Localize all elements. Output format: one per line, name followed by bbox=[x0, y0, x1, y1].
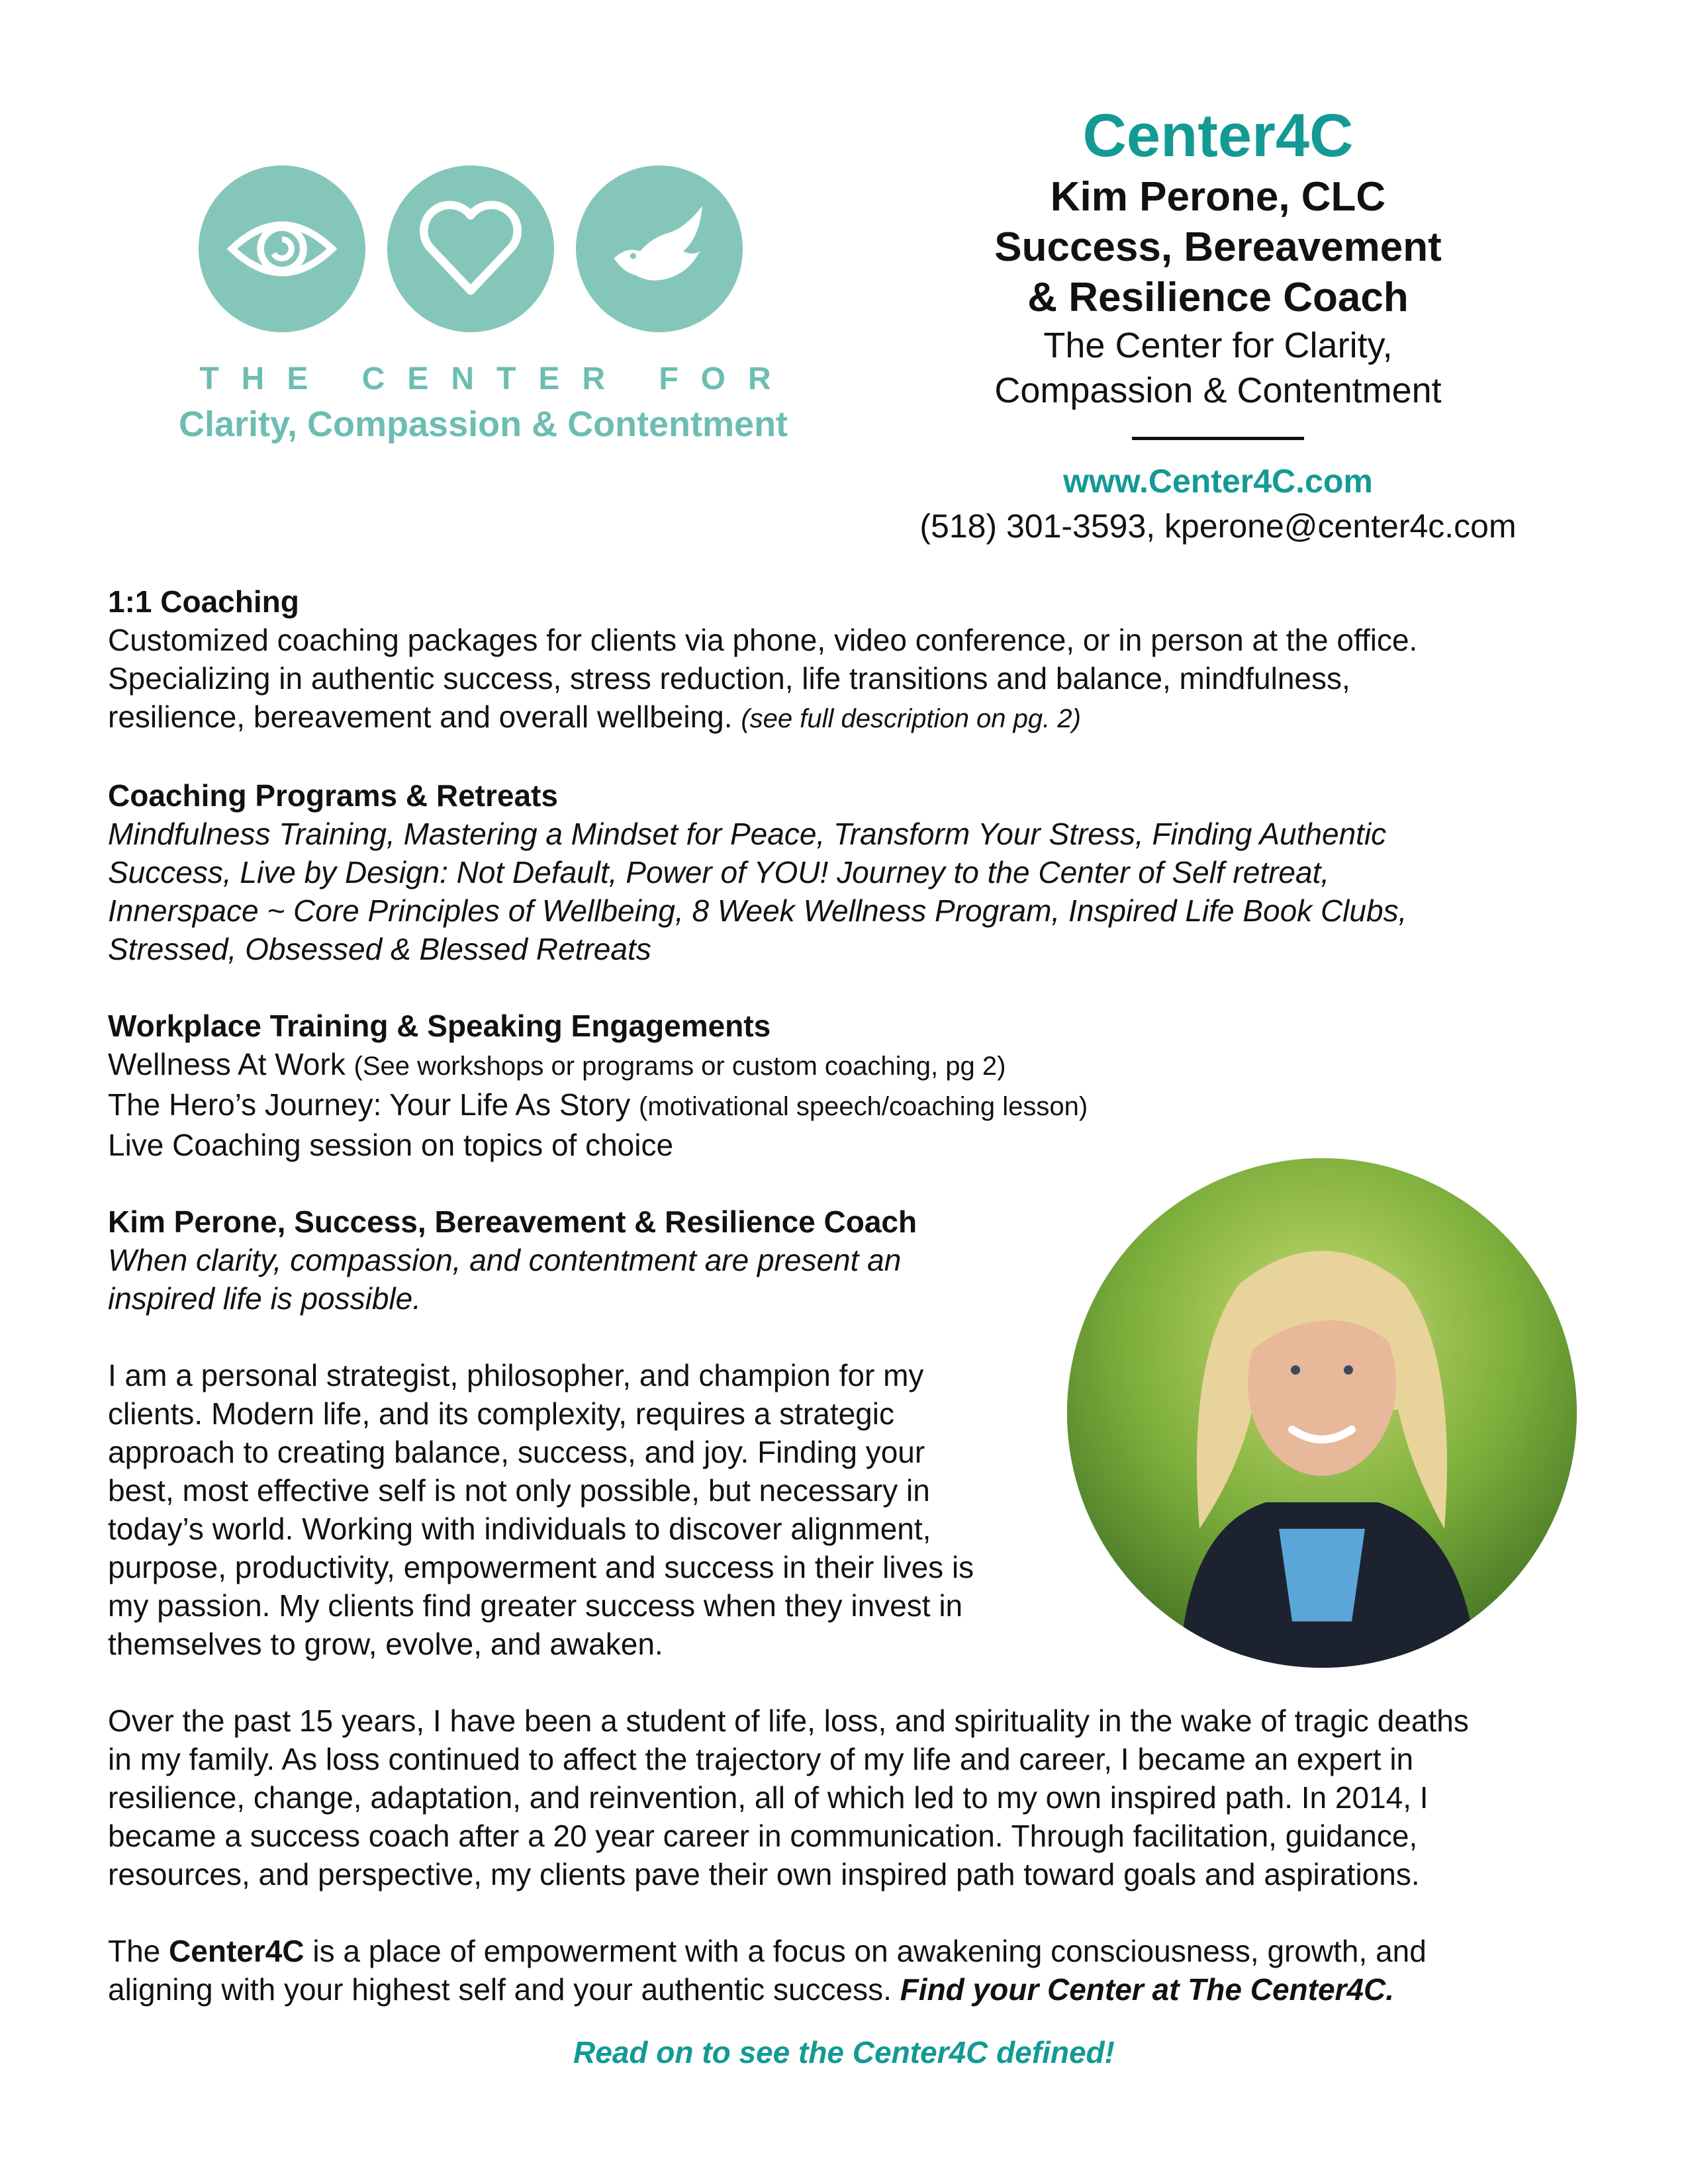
about-paragraph-1 bbox=[108, 1356, 1074, 1663]
text-line: resources, and perspective, my clients pave their own inspired path toward goals and aspirations. bbox=[108, 1857, 1420, 1891]
text-line: Mindfulness Training, Mastering a Mindset for Peace, Transform Your Stress, Finding Authentic bbox=[108, 817, 1387, 851]
text-line bbox=[108, 1932, 1597, 1970]
text-line: in my family. As loss continued to affect the trajectory of my life and career, I became an expert in bbox=[108, 1742, 1414, 1776]
org-line-2: Compassion & Contentment bbox=[994, 371, 1442, 410]
text-line: Specializing in authentic success, stress reduction, life transitions and balance, mindfulness, bbox=[108, 661, 1350, 696]
tagline: inspired life is possible. bbox=[108, 1281, 422, 1316]
contact-info[interactable]: (518) 301-3593, kperone@center4c.com bbox=[919, 508, 1517, 545]
dove-icon bbox=[576, 165, 743, 332]
header bbox=[854, 99, 1582, 550]
item-note: (motivational speech/coaching lesson) bbox=[639, 1092, 1088, 1121]
brand-title: Center4C bbox=[1082, 102, 1354, 169]
item-note: (See workshops or programs or custom coaching, pg 2) bbox=[353, 1052, 1006, 1081]
coach-portrait bbox=[1067, 1158, 1577, 1668]
coach-title-line-1: Success, Bereavement bbox=[994, 224, 1442, 270]
website-link[interactable]: www.Center4C.com bbox=[1063, 463, 1373, 500]
about-paragraph-2 bbox=[108, 1702, 1597, 1893]
workplace-item bbox=[108, 1085, 1597, 1126]
section-title: 1:1 Coaching bbox=[108, 584, 299, 619]
text-line: I am a personal strategist, philosopher, and champion for my bbox=[108, 1358, 924, 1392]
heart-icon bbox=[387, 165, 554, 332]
text-line: best, most effective self is not only possible, but necessary in bbox=[108, 1473, 930, 1508]
about-section bbox=[108, 1203, 1074, 1318]
eye-icon bbox=[199, 165, 365, 332]
text-line: Customized coaching packages for clients via phone, video conference, or in person at the office. bbox=[108, 623, 1418, 657]
text-line: Stressed, Obsessed & Blessed Retreats bbox=[108, 932, 651, 966]
text-line: Over the past 15 years, I have been a student of life, loss, and spirituality in the wake of tragic deaths bbox=[108, 1704, 1469, 1738]
workplace-section bbox=[108, 1007, 1597, 1164]
page-note: (see full description on pg. 2) bbox=[741, 704, 1081, 733]
text-line: purpose, productivity, empowerment and success in their lives is bbox=[108, 1550, 974, 1584]
text-line bbox=[108, 1970, 1597, 2009]
text-line: approach to creating balance, success, and joy. Finding your bbox=[108, 1435, 925, 1469]
text-line: today’s world. Working with individuals to discover alignment, bbox=[108, 1512, 931, 1546]
divider bbox=[1132, 437, 1304, 440]
item-label: Wellness At Work bbox=[108, 1047, 346, 1081]
coach-name: Kim Perone, CLC bbox=[1050, 174, 1386, 220]
text-fragment: aligning with your highest self and your authentic success. bbox=[108, 1972, 892, 2007]
logo-line-1: THE CENTER FOR bbox=[199, 361, 794, 396]
coach-title-line-2: & Resilience Coach bbox=[1027, 275, 1409, 320]
workplace-item bbox=[108, 1045, 1597, 1085]
text-fragment: The bbox=[108, 1934, 161, 1968]
text-fragment: resilience, bereavement and overall wellbeing. bbox=[108, 700, 733, 734]
section-title: Kim Perone, Success, Bereavement & Resilience Coach bbox=[108, 1205, 917, 1239]
text-line: Innerspace ~ Core Principles of Wellbeing, 8 Week Wellness Program, Inspired Life Book Clubs, bbox=[108, 893, 1407, 928]
logo-line-2: Clarity, Compassion & Contentment bbox=[178, 404, 788, 444]
text-line: my passion. My clients find greater success when they invest in bbox=[108, 1588, 963, 1623]
closing-line: Read on to see the Center4C defined! bbox=[573, 2035, 1115, 2070]
section-title: Workplace Training & Speaking Engagements bbox=[108, 1009, 771, 1043]
text-fragment: is a place of empowerment with a focus on awakening consciousness, growth, and bbox=[312, 1934, 1427, 1968]
call-to-action: Find your Center at The Center4C. bbox=[900, 1972, 1395, 2007]
tagline: When clarity, compassion, and contentment are present an bbox=[108, 1243, 902, 1277]
text-line: clients. Modern life, and its complexity, requires a strategic bbox=[108, 1396, 894, 1431]
text-line bbox=[108, 698, 1597, 738]
programs-section bbox=[108, 776, 1597, 968]
text-line: themselves to grow, evolve, and awaken. bbox=[108, 1627, 663, 1661]
brand-mention: Center4C bbox=[169, 1934, 305, 1968]
section-title: Coaching Programs & Retreats bbox=[108, 778, 558, 813]
text-line: Success, Live by Design: Not Default, Power of YOU! Journey to the Center of Self retreat, bbox=[108, 855, 1330, 889]
coaching-section bbox=[108, 582, 1597, 738]
item-label: The Hero’s Journey: Your Life As Story bbox=[108, 1087, 631, 1122]
logo bbox=[159, 159, 808, 450]
org-line-1: The Center for Clarity, bbox=[1043, 326, 1393, 365]
about-paragraph-3 bbox=[108, 1932, 1597, 2009]
workplace-item: Live Coaching session on topics of choice bbox=[108, 1128, 674, 1162]
text-line: resilience, change, adaptation, and reinvention, all of which led to my own inspired path. In 2014, I bbox=[108, 1780, 1429, 1815]
text-line: became a success coach after a 20 year career in communication. Through facilitation, guidance, bbox=[108, 1819, 1418, 1853]
